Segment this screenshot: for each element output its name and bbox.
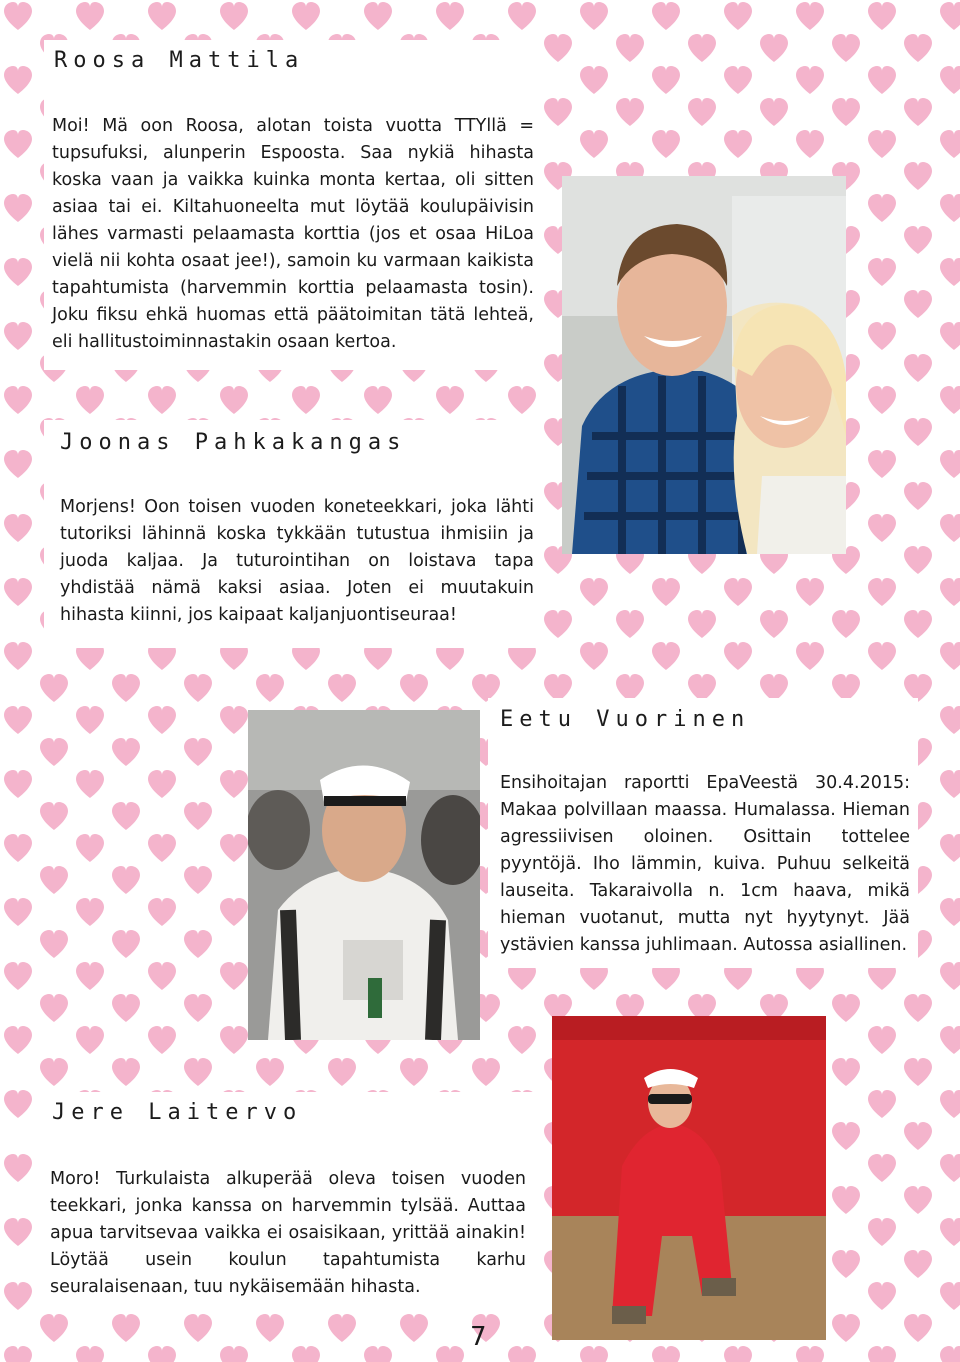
photo-roosa (562, 176, 846, 554)
profile-name-eetu: Eetu Vuorinen (500, 707, 751, 732)
profile-name-jere: Jere Laitervo (52, 1100, 303, 1125)
profile-text-eetu: Ensihoitajan raportti EpaVeestä 30.4.2015: Makaa polvillaan maassa. Humalassa. Hieman agressiivisen oloinen. Osittain tottelee pyyntöjä. Iho lämmin, kuiva. Puhuu selkeitä lauseita. Takaraivolla n. 1cm haava, mikä hieman vuotanut, mutta nyt hyytynyt. Jää ystävien kanssa juhlimaan. Autossa asiallinen. (500, 773, 910, 955)
profile-text-joonas: Morjens! Oon toisen vuoden koneteekkari, joka lähti tutoriksi lähinnä koska tykkään tutustua ihmisiin ja juoda kaljaa. Ja tuturointihan on loistava tapa yhdistää nämä kaksi asiaa. Joten ei muutakuin hihasta kiinni, jos kaipaat kaljanjuontiseuraa! (60, 497, 534, 625)
profile-text-jere: Moro! Turkulaista alkuperää oleva toisen vuoden teekkari, jonka kanssa on harvemmin tylsää. Auttaa apua tarvitsevaa vaikka ei osaisikaan, yrittää ainakin! Löytää usein koulun tapahtumista karhu seuralaisenaan, tuu nykäisemään hihasta. (50, 1169, 526, 1297)
profile-name-roosa: Roosa Mattila (54, 48, 305, 73)
page-number: 7 (470, 1322, 487, 1352)
photo-eetu (248, 710, 480, 1040)
profile-name-joonas: Joonas Pahkakangas (60, 430, 407, 455)
profile-text-roosa: Moi! Mä oon Roosa, alotan toista vuotta TTYllä = tupsufuksi, alunperin Espoosta. Saa nykiä hihasta koska vaan ja vaikka kuinka monta kertaa, oli sitten asiaa tai ei. Kiltahuoneelta mut löytää koulupäivisin lähes varmasti pelaamasta korttia (jos et osaa HiLoa vielä nii kohta osaat jee!), samoin ku varmaan kaikista tapahtumista (harvemmin korttia pelaamasta tosin). Joku fiksu ehkä huomas että päätoimitan tätä lehteä, eli hallitustoiminnastakin osaan kertoa. (52, 116, 534, 352)
photo-jere (552, 1016, 826, 1340)
